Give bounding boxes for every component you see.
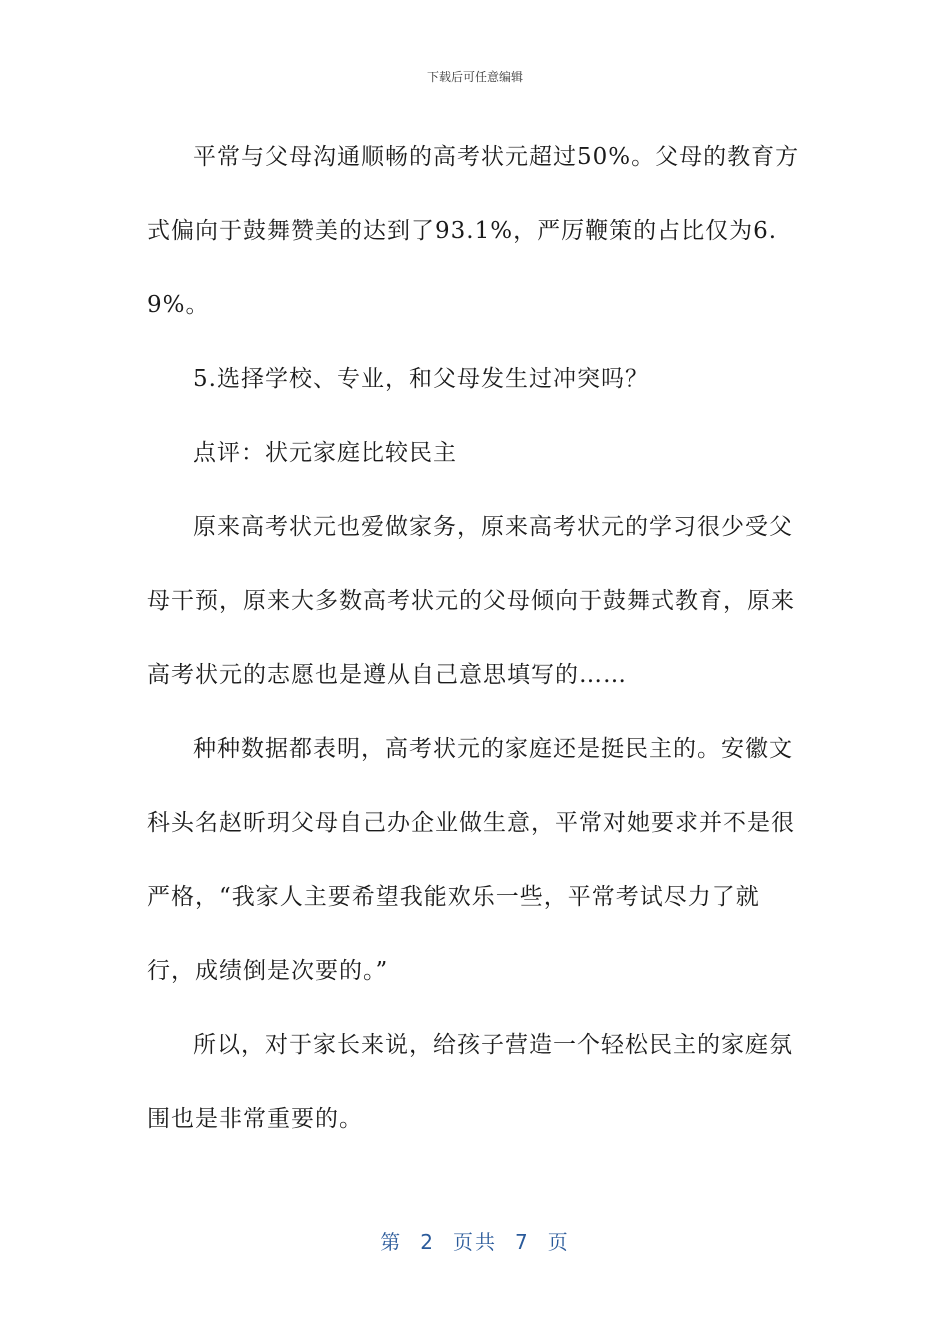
footer-middle: 页共 xyxy=(453,1230,497,1254)
footer-total-pages: 7 xyxy=(515,1230,530,1254)
footer-prefix: 第 xyxy=(380,1230,403,1254)
comment-democratic-family: 点评：状元家庭比较民主 xyxy=(193,440,457,466)
paragraph-anhui-example: 种种数据都表明，高考状元的家庭还是挺民主的。安徽文科头名赵昕玥父母自己办企业做生意，平常对她要求并不是很严格，“我家人主要希望我能欢乐一些，平常考试尽力了就行，成绩倒是次要的。” xyxy=(147,736,795,984)
footer-current-page: 2 xyxy=(420,1230,435,1254)
paragraph-conclusion: 所以，对于家长来说，给孩子营造一个轻松民主的家庭氛围也是非常重要的。 xyxy=(147,1032,793,1132)
footer-suffix: 页 xyxy=(547,1230,570,1254)
paragraph-parent-communication: 平常与父母沟通顺畅的高考状元超过50%。父母的教育方式偏向于鼓舞赞美的达到了93.1%，严厉鞭策的占比仅为6.9%。 xyxy=(147,144,800,318)
paragraph-housework-findings: 原来高考状元也爱做家务，原来高考状元的学习很少受父母干预，原来大多数高考状元的父母倾向于鼓舞式教育，原来高考状元的志愿也是遵从自己意思填写的…… xyxy=(147,514,795,688)
page-header: 下载后可任意编辑 xyxy=(426,70,523,84)
page-footer xyxy=(0,1226,950,1255)
document-body xyxy=(147,120,807,1156)
question-school-major-conflict: 5.选择学校、专业，和父母发生过冲突吗？ xyxy=(193,366,649,392)
